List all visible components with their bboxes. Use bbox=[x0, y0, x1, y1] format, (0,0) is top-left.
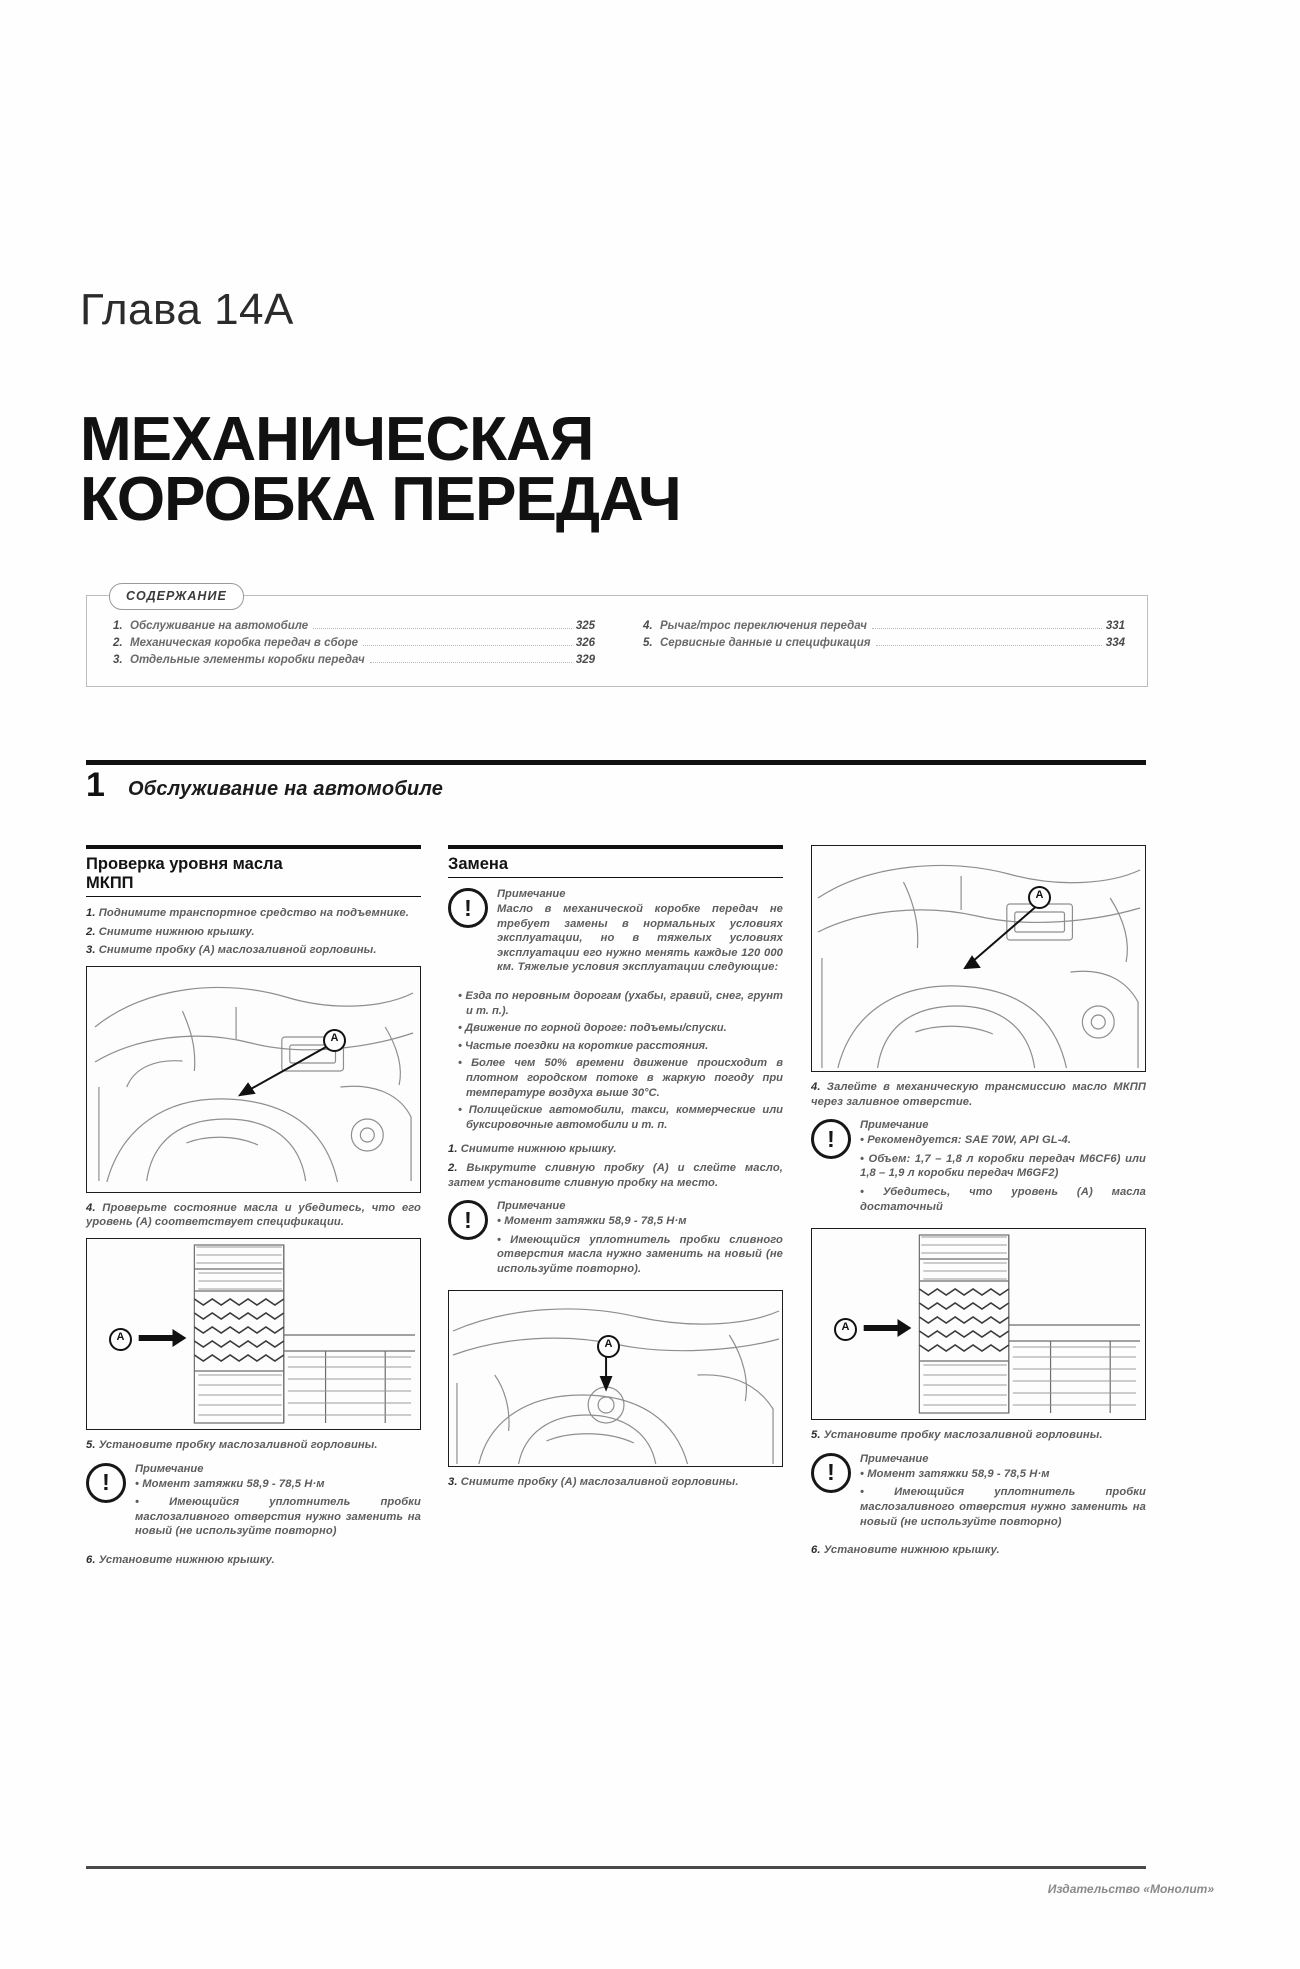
contents-column-left bbox=[87, 618, 617, 669]
note-content bbox=[497, 1200, 783, 1280]
body-columns bbox=[86, 845, 1146, 1845]
chapter-label: Глава 14А bbox=[80, 285, 294, 334]
step-number: 3. bbox=[448, 1476, 458, 1489]
note-line: • Имеющийся уплотнитель пробки маслозаливного отверстия нужно заменить на новый (не используйте повторно) bbox=[860, 1486, 1146, 1528]
figure-callout-a: А bbox=[109, 1328, 132, 1351]
step-number: 6. bbox=[811, 1544, 821, 1557]
exclamation-icon: ! bbox=[448, 1200, 488, 1240]
step-item bbox=[448, 1475, 783, 1490]
note-line: • Имеющийся уплотнитель пробки маслозаливного отверстия нужно заменить на новый (не используйте повторно) bbox=[135, 1496, 421, 1538]
step-text: Установите нижнюю крышку. bbox=[98, 1553, 275, 1566]
contents-entry-page: 326 bbox=[575, 637, 595, 649]
step-number: 3. bbox=[86, 944, 96, 957]
step-item bbox=[86, 943, 421, 958]
note-block bbox=[811, 1453, 1146, 1533]
contents-entry-title: Рычаг/трос переключения передач bbox=[660, 620, 867, 632]
note-line: • Убедитесь, что уровень (А) масла достаточный bbox=[860, 1185, 1146, 1213]
contents-entry-title: Обслуживание на автомобиле bbox=[130, 620, 309, 632]
column-left bbox=[86, 845, 421, 1572]
step-item bbox=[448, 1161, 783, 1190]
step-text: Установите пробку маслозаливной горловины. bbox=[823, 1429, 1103, 1442]
step-item bbox=[448, 1142, 783, 1157]
column-left-heading-line-1: Проверка уровня масла bbox=[86, 855, 283, 873]
step-text: Установите нижнюю крышку. bbox=[823, 1544, 1000, 1557]
exclamation-icon: ! bbox=[448, 888, 488, 928]
step-item bbox=[811, 1428, 1146, 1443]
step-text: Снимите нижнюю крышку. bbox=[460, 1143, 617, 1156]
step-number: 1. bbox=[448, 1143, 458, 1156]
section-number: 1 bbox=[86, 766, 105, 804]
contents-entry-number: 5. bbox=[643, 637, 653, 649]
note-bullet: • Полицейские автомобили, такси, коммерческие или буксировочные автомобили и т. п. bbox=[458, 1104, 783, 1131]
step-item bbox=[86, 1201, 421, 1230]
step-text: Залейте в механическую трансмиссию масло МКПП через заливное отверстие. bbox=[811, 1081, 1146, 1108]
figure-drawing bbox=[87, 1239, 420, 1429]
contents-columns bbox=[87, 618, 1147, 669]
section-rule bbox=[86, 760, 1146, 765]
step-text: Снимите пробку (А) маслозаливной горловины. bbox=[98, 944, 377, 957]
contents-entry-number: 2. bbox=[113, 637, 123, 649]
note-line: • Имеющийся уплотнитель пробки сливного отверстия масла нужно заменить на новый (не используйте повторно). bbox=[497, 1233, 783, 1275]
step-text: Снимите пробку (А) маслозаливной горловины. bbox=[460, 1476, 739, 1489]
step-number: 6. bbox=[86, 1553, 96, 1566]
column-middle bbox=[448, 845, 783, 1494]
figure-drawing bbox=[812, 846, 1145, 1071]
contents-entry[interactable] bbox=[113, 618, 595, 635]
step-item bbox=[86, 906, 421, 921]
contents-entry[interactable] bbox=[113, 652, 595, 669]
figure-oil-level-section bbox=[86, 1238, 421, 1430]
figure-callout-a: А bbox=[597, 1335, 620, 1358]
note-title: Примечание bbox=[135, 1462, 204, 1475]
figure-drain-plug-location bbox=[448, 1290, 783, 1467]
note-content bbox=[860, 1119, 1146, 1218]
step-item bbox=[811, 1080, 1146, 1109]
column-left-heading-line-2: МКПП bbox=[86, 874, 134, 892]
contents-entry-title: Отдельные элементы коробки передач bbox=[130, 654, 365, 666]
note-bullet: • Движение по горной дороге: подъемы/спуски. bbox=[458, 1022, 727, 1035]
step-text: Поднимите транспортное средство на подъемнике. bbox=[98, 907, 409, 919]
note-bullet: • Более чем 50% времени движение происходит в плотном городском потоке в жаркую погоду при температуре воздуха выше 30°С. bbox=[458, 1057, 783, 1099]
step-text: Проверьте состояние масла и убедитесь, что его уровень (А) соответствует спецификации. bbox=[86, 1201, 421, 1229]
contents-entry-title: Сервисные данные и спецификация bbox=[660, 637, 871, 649]
note-title: Примечание bbox=[860, 1452, 929, 1465]
contents-leader-dots bbox=[872, 620, 1102, 629]
contents-entry[interactable] bbox=[643, 635, 1125, 652]
section-title: Обслуживание на автомобиле bbox=[128, 778, 444, 800]
contents-leader-dots bbox=[313, 620, 572, 629]
note-bullet: • Езда по неровным дорогам (ухабы, гравий, снег, грунт и т. п.). bbox=[458, 989, 783, 1017]
footer-publisher: Издательство «Монолит» bbox=[1047, 1882, 1214, 1896]
note-text: Масло в механической коробке передач не требует замены в нормальных условиях эксплуатации, но в тяжелых условиях эксплуатации его нужно менять каждые 120 000 км. Тяжелые условия эксплуатации следующие: bbox=[497, 903, 783, 974]
note-line: • Объем: 1,7 – 1,8 л коробки передач M6CF6) или 1,8 – 1,9 л коробки передач M6GF2) bbox=[860, 1152, 1146, 1180]
figure-drawing bbox=[87, 967, 420, 1192]
exclamation-icon: ! bbox=[811, 1119, 851, 1159]
note-block bbox=[448, 888, 783, 979]
figure-oil-level-section bbox=[811, 1228, 1146, 1420]
note-line: • Рекомендуется: SAE 70W, API GL-4. bbox=[860, 1134, 1072, 1147]
contents-entry-title: Механическая коробка передач в сборе bbox=[130, 637, 359, 649]
exclamation-icon: ! bbox=[811, 1453, 851, 1493]
step-text: Выкрутите сливную пробку (А) и слейте масло, затем установите сливную пробку на место. bbox=[448, 1161, 783, 1189]
note-bullet: • Частые поездки на короткие расстояния. bbox=[458, 1039, 709, 1052]
footer-rule bbox=[86, 1866, 1146, 1869]
note-content bbox=[860, 1453, 1146, 1533]
step-number: 5. bbox=[86, 1438, 96, 1451]
step-text: Установите пробку маслозаливной горловины. bbox=[98, 1438, 378, 1451]
exclamation-icon: ! bbox=[86, 1463, 126, 1503]
contents-leader-dots bbox=[876, 637, 1102, 646]
step-number: 1. bbox=[86, 907, 96, 919]
contents-entry-page: 331 bbox=[1105, 620, 1125, 632]
contents-entry-page: 334 bbox=[1105, 637, 1125, 649]
figure-filler-plug-location bbox=[86, 966, 421, 1193]
note-content bbox=[135, 1463, 421, 1543]
figure-drawing bbox=[812, 1229, 1145, 1419]
chapter-title-line-2: КОРОБКА ПЕРЕДАЧ bbox=[80, 464, 681, 534]
note-line: • Момент затяжки 58,9 - 78,5 Н·м bbox=[497, 1215, 687, 1228]
step-text: Снимите нижнюю крышку. bbox=[98, 925, 255, 938]
contents-entry-page: 325 bbox=[575, 620, 595, 632]
step-item bbox=[811, 1543, 1146, 1558]
column-left-heading bbox=[86, 845, 421, 897]
step-number: 5. bbox=[811, 1429, 821, 1442]
note-line: • Момент затяжки 58,9 - 78,5 Н·м bbox=[135, 1477, 325, 1490]
column-right bbox=[811, 845, 1146, 1562]
contents-tab-label: СОДЕРЖАНИЕ bbox=[109, 583, 244, 610]
note-block bbox=[86, 1463, 421, 1543]
step-item bbox=[86, 1553, 421, 1568]
step-item bbox=[86, 1438, 421, 1453]
note-title: Примечание bbox=[497, 888, 566, 900]
note-title: Примечание bbox=[497, 1200, 566, 1213]
step-number: 4. bbox=[86, 1201, 96, 1214]
contents-entry-page: 329 bbox=[575, 654, 595, 666]
figure-callout-a: А bbox=[1028, 886, 1051, 909]
contents-entry-number: 4. bbox=[643, 620, 653, 632]
contents-entry-number: 3. bbox=[113, 654, 123, 666]
step-number: 2. bbox=[448, 1161, 458, 1174]
step-number: 4. bbox=[811, 1081, 821, 1093]
figure-filler-hole bbox=[811, 845, 1146, 1072]
note-line: • Момент затяжки 58,9 - 78,5 Н·м bbox=[860, 1467, 1050, 1480]
contents-entry[interactable] bbox=[643, 618, 1125, 635]
note-content bbox=[497, 888, 783, 979]
contents-column-right bbox=[617, 618, 1147, 669]
note-title: Примечание bbox=[860, 1119, 929, 1132]
step-item bbox=[86, 925, 421, 940]
contents-box bbox=[86, 589, 1148, 687]
figure-drawing bbox=[449, 1291, 782, 1466]
contents-leader-dots bbox=[370, 654, 572, 663]
contents-entry[interactable] bbox=[113, 635, 595, 652]
step-number: 2. bbox=[86, 925, 96, 938]
column-middle-heading: Замена bbox=[448, 845, 783, 878]
chapter-title-line-1: МЕХАНИЧЕСКАЯ bbox=[80, 405, 594, 474]
figure-callout-a: А bbox=[834, 1318, 857, 1341]
page-title bbox=[80, 405, 900, 534]
note-block bbox=[448, 1200, 783, 1280]
figure-callout-a: А bbox=[323, 1029, 346, 1052]
contents-entry-number: 1. bbox=[113, 620, 123, 632]
contents-leader-dots bbox=[363, 637, 572, 646]
note-block bbox=[811, 1119, 1146, 1218]
